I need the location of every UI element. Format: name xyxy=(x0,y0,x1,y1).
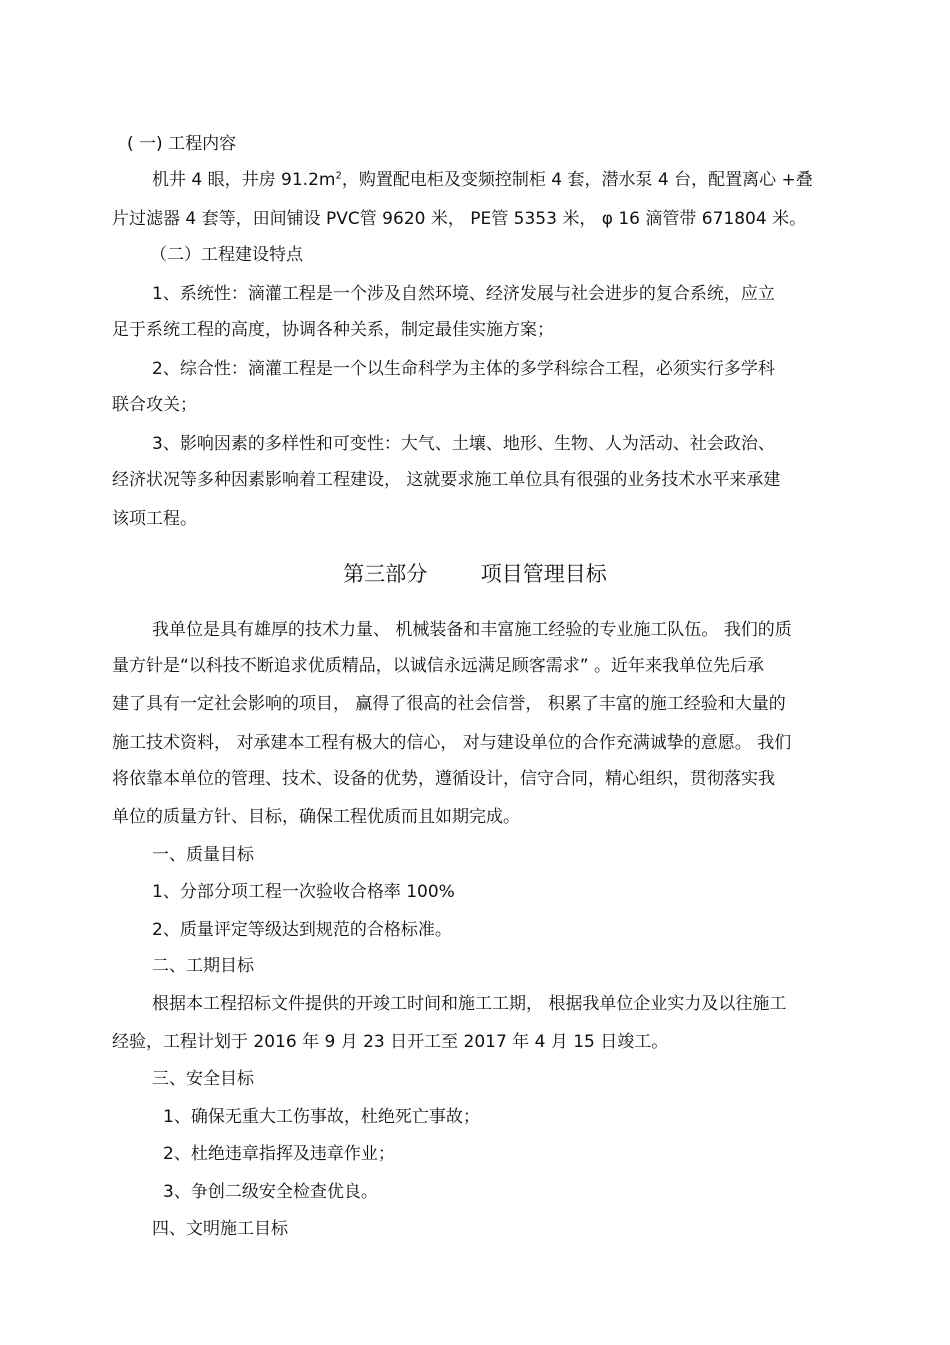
part-title: 第三部分 项目管理目标 xyxy=(343,562,607,586)
quality-heading: 一、质量目标 xyxy=(152,845,254,865)
feature-3-line-1: 3、影响因素的多样性和可变性：大气、土壤、地形、生物、人为活动、社会政治、 xyxy=(152,434,775,454)
superscript: 2 xyxy=(335,170,342,182)
schedule-line-2: 经验，工程计划于 2016 年 9 月 23 日开工至 2017 年 4 月 15 日竣工。 xyxy=(112,1032,669,1052)
safety-item-2: 2、杜绝违章指挥及违章作业； xyxy=(163,1144,395,1164)
schedule-line-1: 根据本工程招标文件提供的开竣工时间和施工工期， 根据我单位企业实力及以往施工 xyxy=(152,994,787,1014)
feature-3-line-3: 该项工程。 xyxy=(112,509,197,529)
feature-2-line-1: 2、综合性：滴灌工程是一个以生命科学为主体的多学科综合工程，必须实行多学科 xyxy=(152,359,775,379)
feature-1-line-2: 足于系统工程的高度，协调各种关系，制定最佳实施方案； xyxy=(112,320,554,340)
intro-line-4: 施工技术资料， 对承建本工程有极大的信心， 对与建设单位的合作充满诚挚的意愿。 我们 xyxy=(112,733,792,753)
intro-line-1: 我单位是具有雄厚的技术力量、 机械装备和丰富施工经验的专业施工队伍。 我们的质 xyxy=(152,620,792,640)
civilized-heading: 四、文明施工目标 xyxy=(152,1219,288,1239)
project-content-line-1 xyxy=(152,168,950,192)
text-segment: ，购置配电柜及变频控制柜 4 套，潜水泵 4 台，配置离心 +叠 xyxy=(341,170,813,190)
schedule-heading: 二、工期目标 xyxy=(152,956,254,976)
text-segment: 机井 4 眼，井房 91.2m xyxy=(152,170,336,190)
quality-item-2: 2、质量评定等级达到规范的合格标准。 xyxy=(152,920,452,940)
safety-item-1: 1、确保无重大工伤事故，杜绝死亡事故； xyxy=(163,1107,480,1127)
feature-1-line-1: 1、系统性：滴灌工程是一个涉及自然环境、经济发展与社会进步的复合系统，应立 xyxy=(152,284,775,304)
intro-line-2: 量方针是“以科技不断追求优质精品，以诚信永远满足顾客需求” 。近年来我单位先后承 xyxy=(112,656,765,676)
quality-item-1: 1、分部分项工程一次验收合格率 100% xyxy=(152,882,455,902)
section-heading-project-content: ( 一) 工程内容 xyxy=(127,134,237,154)
feature-3-line-2: 经济状况等多种因素影响着工程建设， 这就要求施工单位具有很强的业务技术水平来承建 xyxy=(112,470,781,490)
section-heading-features: （二）工程建设特点 xyxy=(150,245,303,265)
intro-line-3: 建了具有一定社会影响的项目， 赢得了很高的社会信誉， 积累了丰富的施工经验和大量的 xyxy=(112,694,786,714)
safety-heading: 三、安全目标 xyxy=(152,1069,254,1089)
feature-2-line-2: 联合攻关； xyxy=(112,395,197,415)
intro-line-5: 将依靠本单位的管理、技术、设备的优势，遵循设计，信守合同，精心组织，贯彻落实我 xyxy=(112,769,775,789)
intro-line-6: 单位的质量方针、目标，确保工程优质而且如期完成。 xyxy=(112,807,520,827)
safety-item-3: 3、争创二级安全检查优良。 xyxy=(163,1182,378,1202)
project-content-line-2: 片过滤器 4 套等，田间铺设 PVC管 9620 米， PE管 5353 米， φ 16 滴管带 671804 米。 xyxy=(112,209,807,229)
